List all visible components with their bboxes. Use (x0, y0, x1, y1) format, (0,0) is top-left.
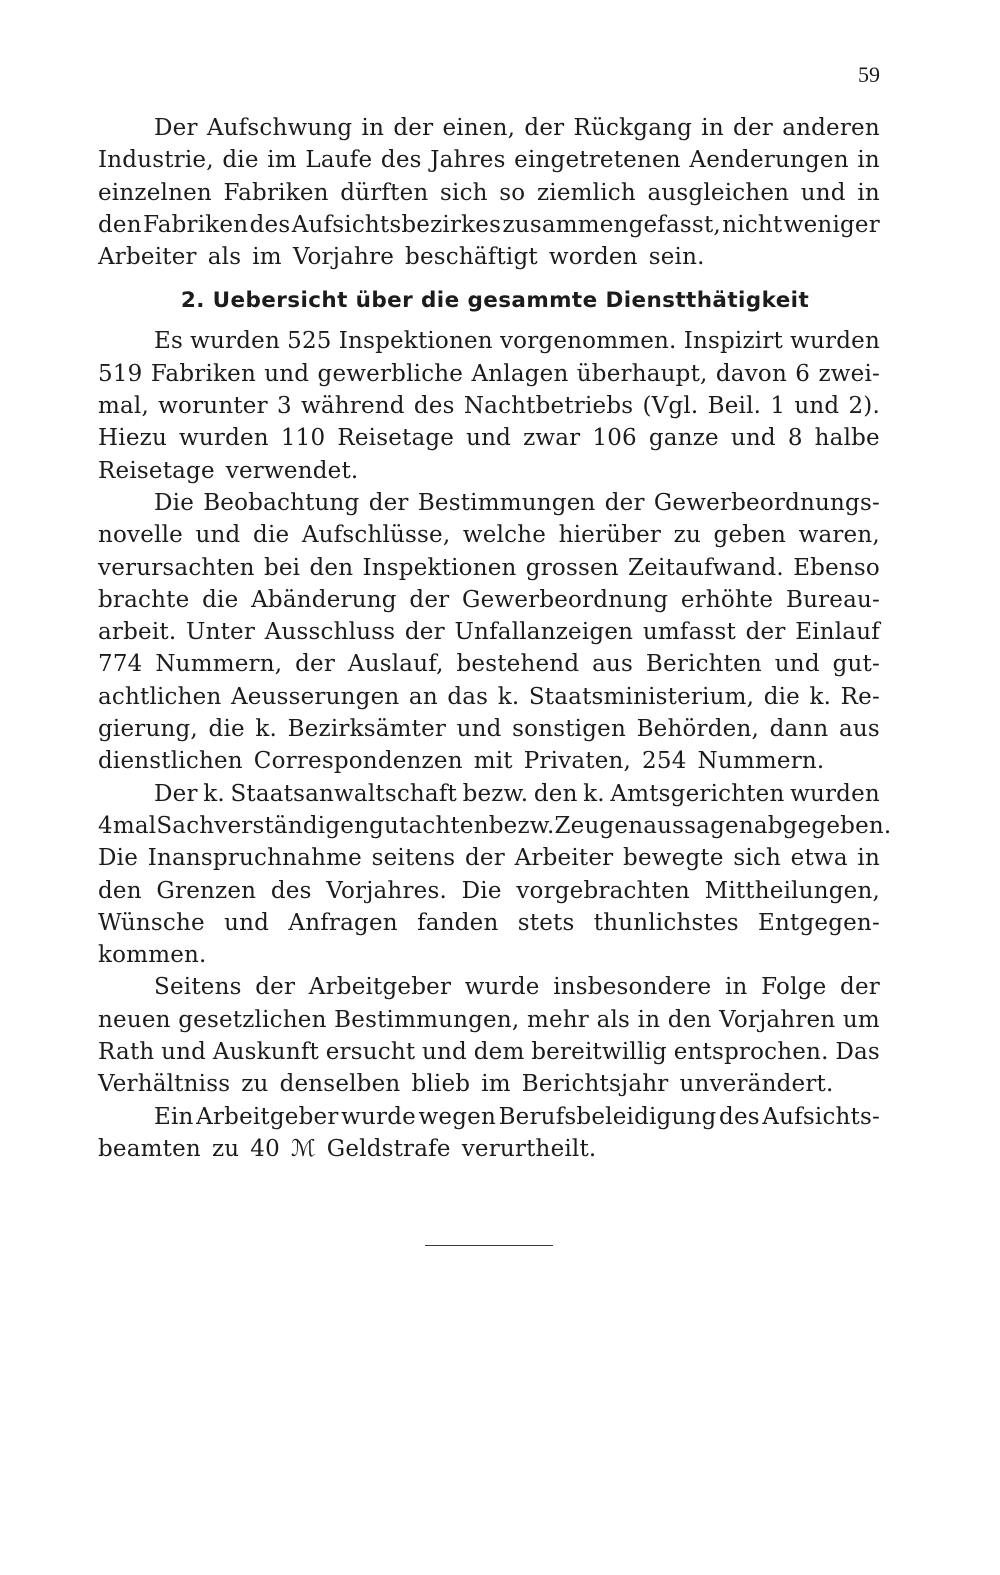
text-line: den Fabriken des Aufsichtsbezirkes zusammengefasst, nicht weniger (98, 211, 880, 238)
page-number: 59 (858, 62, 880, 87)
body-text (98, 112, 892, 1165)
text-line: achtlichen Aeusserungen an das k. Staatsministerium, die k. Re- (98, 683, 880, 710)
text-line: kommen. (98, 942, 207, 969)
text-line: neuen gesetzlichen Bestimmungen, mehr als in den Vorjahren um (98, 1006, 880, 1033)
text-line: Die Beobachtung der Bestimmungen der Gewerbeordnungs- (154, 489, 880, 516)
text-line: brachte die Abänderung der Gewerbeordnung erhöhte Bureau- (98, 586, 880, 613)
text-line: 4 mal Sachverständigengutachten bezw. Zeugenaussagen abgegeben. (98, 812, 892, 839)
text-line: Verhältniss zu denselben blieb im Berichtsjahr unverändert. (98, 1071, 834, 1098)
text-line: beamten zu 40 ℳ Geldstrafe verurtheilt. (98, 1135, 597, 1162)
text-line: Industrie, die im Laufe des Jahres eingetretenen Aenderungen in (98, 147, 880, 174)
text-line: einzelnen Fabriken dürften sich so ziemlich ausgleichen und in (98, 179, 880, 206)
text-line: Reisetage verwendet. (98, 457, 359, 484)
text-line: Hiezu wurden 110 Reisetage und zwar 106 ganze und 8 halbe (98, 425, 880, 452)
text-line: Wünsche und Anfragen fanden stets thunlichstes Entgegen- (98, 909, 880, 936)
text-line: novelle und die Aufschlüsse, welche hierüber zu geben waren, (98, 522, 880, 549)
text-line: Arbeiter als im Vorjahre beschäftigt worden sein. (98, 244, 705, 271)
text-line: dienstlichen Correspondenzen mit Privaten, 254 Nummern. (98, 748, 825, 775)
text-line: Der Aufschwung in der einen, der Rückgang in der anderen (154, 115, 880, 141)
text-line: mal, worunter 3 während des Nachtbetriebs (Vgl. Beil. 1 und 2). (98, 393, 880, 420)
text-line: Die Inanspruchnahme seitens der Arbeiter bewegte sich etwa in (98, 845, 880, 872)
text-line: Der k. Staatsanwaltschaft bezw. den k. Amtsgerichten wurden (154, 780, 880, 807)
text-line: arbeit. Unter Ausschluss der Unfallanzeigen umfasst der Einlauf (98, 619, 880, 646)
text-line: Rath und Auskunft ersucht und dem bereitwillig entsprochen. Das (98, 1039, 880, 1066)
section-heading: 2. Uebersicht über die gesammte Dienstthätigkeit (180, 288, 810, 314)
text-line: 774 Nummern, der Auslauf, bestehend aus Berichten und gut- (98, 651, 880, 678)
text-line: gierung, die k. Bezirksämter und sonstigen Behörden, dann aus (98, 716, 880, 743)
text-line: Ein Arbeitgeber wurde wegen Berufsbeleidigung des Aufsichts- (154, 1103, 880, 1130)
section-divider (425, 1245, 553, 1246)
text-line: verursachten bei den Inspektionen grossen Zeitaufwand. Ebenso (98, 554, 880, 581)
text-line: Es wurden 525 Inspektionen vorgenommen. Inspizirt wurden (154, 328, 880, 355)
text-line: 519 Fabriken und gewerbliche Anlagen überhaupt, davon 6 zwei- (98, 360, 880, 387)
text-line: Seitens der Arbeitgeber wurde insbesondere in Folge der (154, 974, 880, 1001)
text-line: den Grenzen des Vorjahres. Die vorgebrachten Mittheilungen, (98, 877, 880, 904)
